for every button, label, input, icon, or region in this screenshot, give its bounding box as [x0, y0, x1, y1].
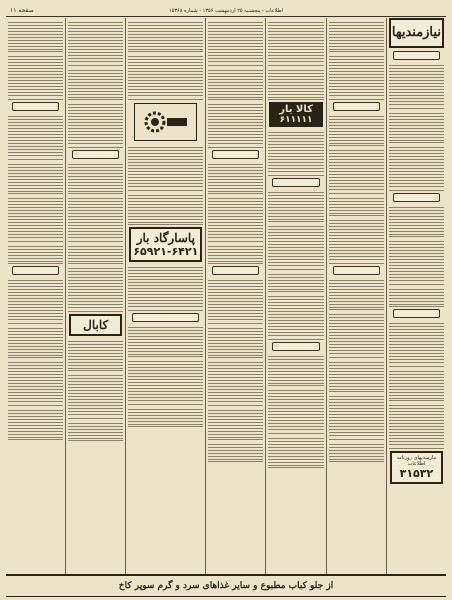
list-item — [208, 19, 263, 66]
list-item — [268, 67, 323, 100]
column-2 — [326, 18, 386, 576]
dateline: اطلاعات - پنجشنبه ۲۵ اردیبهشت ۱۳۵۶ - شماره ۱۵۳۶۸ — [168, 8, 283, 14]
list-item — [128, 19, 203, 52]
list-item — [8, 243, 63, 264]
list-item — [389, 238, 444, 285]
list-item — [329, 359, 384, 392]
kabal-title: کابال — [83, 318, 109, 332]
list-item — [329, 195, 384, 216]
kabal-ad — [69, 314, 122, 336]
list-item — [8, 19, 63, 52]
list-item — [68, 101, 123, 148]
footer-main-text: از جلو کباب مطبوع و سایر غذاهای سرد و گرم سوپر کاخ — [118, 581, 334, 591]
category-header — [393, 51, 440, 60]
category-header — [12, 266, 59, 275]
category-header — [212, 266, 259, 275]
list-item — [8, 161, 63, 194]
list-item — [68, 338, 123, 371]
list-item — [128, 53, 203, 100]
list-item — [8, 359, 63, 406]
list-item — [68, 161, 123, 194]
kala-yar-title: کالا یار — [279, 104, 313, 115]
list-item — [68, 19, 123, 66]
list-item — [389, 204, 444, 237]
vertical-box-ad — [390, 451, 443, 484]
list-item — [329, 277, 384, 310]
box-ad-phone: ۳۱۵۳۲ — [399, 467, 434, 480]
category-header — [72, 150, 119, 159]
list-item — [128, 358, 203, 405]
list-item — [389, 320, 444, 367]
classified-columns — [6, 18, 446, 576]
list-item — [389, 368, 444, 401]
category-header — [212, 150, 259, 159]
list-item — [8, 277, 63, 324]
category-header — [393, 309, 440, 318]
list-item — [268, 293, 323, 340]
list-item — [208, 67, 263, 100]
column-4 — [205, 18, 265, 576]
list-item — [268, 189, 323, 222]
list-item — [8, 195, 63, 242]
footer-banner — [6, 574, 446, 597]
list-item — [329, 311, 384, 358]
pasargad-phone: ۶۵۹۲۱-۶۴۲۱ — [133, 245, 199, 258]
kala-yar-phone: ۶۱۱۱۱۱ — [279, 115, 313, 125]
list-item — [208, 243, 263, 264]
list-item — [208, 277, 263, 324]
list-item — [8, 407, 63, 440]
pasargad-ad — [129, 227, 202, 262]
category-header — [272, 342, 319, 351]
list-item — [68, 195, 123, 242]
list-item — [329, 217, 384, 264]
list-item — [329, 113, 384, 146]
list-item — [389, 402, 444, 449]
list-item — [268, 223, 323, 270]
list-item — [268, 271, 323, 292]
pasargad-title: پاسارگاد بار — [136, 231, 195, 245]
kala-yar-ad — [269, 102, 322, 127]
list-item — [268, 129, 323, 176]
column-6 — [65, 18, 125, 576]
column-7 — [6, 18, 65, 576]
list-item — [128, 192, 203, 225]
list-item — [329, 147, 384, 194]
list-item — [389, 144, 444, 191]
list-item — [68, 67, 123, 100]
list-item — [128, 144, 203, 191]
gear-logo-ad — [134, 103, 197, 141]
list-item — [68, 420, 123, 441]
list-item — [389, 110, 444, 143]
list-item — [208, 195, 263, 242]
list-item — [389, 286, 444, 307]
column-3 — [265, 18, 325, 576]
list-item — [329, 441, 384, 462]
list-item — [8, 325, 63, 358]
page-header — [6, 6, 446, 17]
list-item — [268, 435, 323, 468]
list-item — [68, 372, 123, 419]
list-item — [268, 387, 323, 434]
list-item — [329, 53, 384, 100]
list-item — [329, 393, 384, 440]
list-item — [329, 19, 384, 52]
list-item — [128, 406, 203, 427]
category-header — [333, 266, 380, 275]
category-header — [132, 313, 199, 322]
list-item — [208, 407, 263, 440]
list-item — [8, 113, 63, 160]
category-header — [272, 178, 319, 187]
category-header — [333, 102, 380, 111]
category-header — [12, 102, 59, 111]
list-item — [128, 264, 203, 311]
column-1 — [386, 18, 446, 576]
box-ad-title: نیازمندیهای روزنامه اطلاعات — [396, 455, 437, 467]
gear-icon — [143, 108, 189, 136]
list-item — [208, 101, 263, 148]
list-item — [208, 325, 263, 358]
list-item — [68, 243, 123, 264]
list-item — [208, 161, 263, 194]
list-item — [208, 441, 263, 462]
category-header — [393, 193, 440, 202]
list-item — [268, 353, 323, 386]
list-item — [8, 53, 63, 100]
list-item — [208, 359, 263, 406]
list-item — [389, 62, 444, 109]
list-item — [128, 324, 203, 357]
list-item — [68, 265, 123, 312]
column-5 — [125, 18, 205, 576]
list-item — [268, 19, 323, 66]
masthead: نیازمندیها — [389, 18, 444, 48]
page-number: صفحه ۱۱ — [10, 7, 34, 14]
